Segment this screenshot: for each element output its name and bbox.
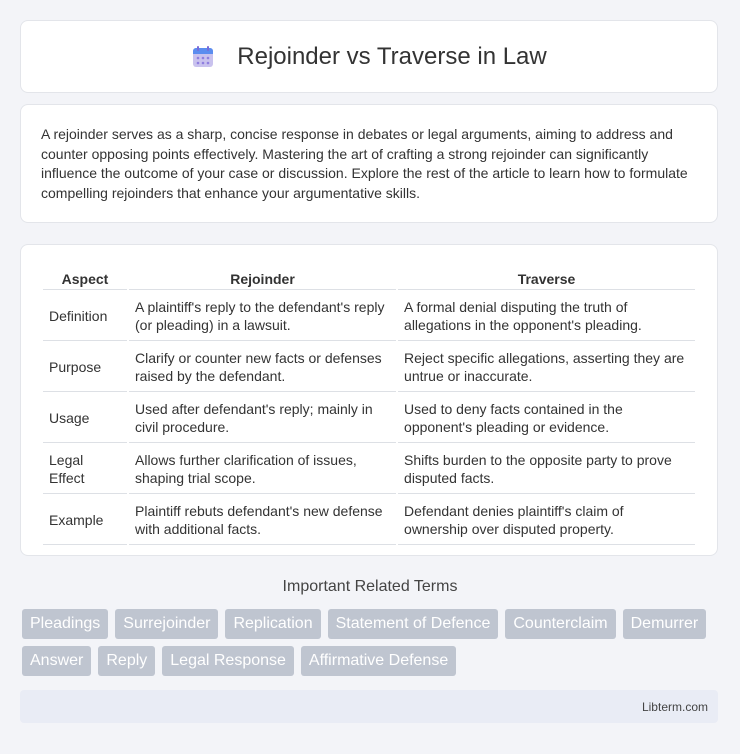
footer-site-link[interactable]: Libterm.com — [641, 699, 708, 714]
aspect-cell: Definition — [43, 292, 127, 341]
traverse-cell: Used to deny facts contained in the opponent's pleading or evidence. — [398, 394, 695, 443]
header-card — [20, 20, 718, 93]
table-row — [43, 394, 695, 443]
traverse-cell: Reject specific allegations, asserting they are untrue or inaccurate. — [398, 343, 695, 392]
table-header-row — [43, 267, 695, 290]
aspect-cell: Usage — [43, 394, 127, 443]
calendar-icon — [191, 45, 215, 69]
page-title: Rejoinder vs Traverse in Law — [237, 42, 547, 70]
related-terms-title: Important Related Terms — [282, 578, 458, 595]
aspect-cell: Example — [43, 496, 127, 545]
rejoinder-cell: Plaintiff rebuts defendant's new defense with additional facts. — [129, 496, 396, 545]
rejoinder-cell: Used after defendant's reply; mainly in civil procedure. — [129, 394, 396, 443]
header-rejoinder: Rejoinder — [129, 267, 396, 290]
term-tag-surrejoinder[interactable]: Surrejoinder — [115, 609, 218, 639]
term-tag-answer[interactable]: Answer — [22, 646, 91, 676]
term-tag-statement-of-defence[interactable]: Statement of Defence — [328, 609, 499, 639]
traverse-cell: Defendant denies plaintiff's claim of ownership over disputed property. — [398, 496, 695, 545]
header-traverse: Traverse — [398, 267, 695, 290]
comparison-table — [41, 265, 697, 547]
rejoinder-cell: Allows further clarification of issues, shaping trial scope. — [129, 445, 396, 494]
intro-card — [20, 104, 718, 223]
rejoinder-cell: Clarify or counter new facts or defenses raised by the defendant. — [129, 343, 396, 392]
term-tag-legal-response[interactable]: Legal Response — [162, 646, 294, 676]
traverse-cell: A formal denial disputing the truth of allegations in the opponent's pleading. — [398, 292, 695, 341]
table-row — [43, 445, 695, 494]
term-tag-counterclaim[interactable]: Counterclaim — [505, 609, 615, 639]
related-terms-list — [22, 609, 722, 676]
aspect-cell: Purpose — [43, 343, 127, 392]
term-tag-replication[interactable]: Replication — [225, 609, 320, 639]
term-tag-pleadings[interactable]: Pleadings — [22, 609, 108, 639]
term-tag-affirmative-defense[interactable]: Affirmative Defense — [301, 646, 456, 676]
table-row — [43, 343, 695, 392]
table-row — [43, 292, 695, 341]
term-tag-demurrer[interactable]: Demurrer — [623, 609, 707, 639]
rejoinder-cell: A plaintiff's reply to the defendant's reply (or pleading) in a lawsuit. — [129, 292, 396, 341]
footer — [20, 690, 718, 723]
comparison-table-card — [20, 244, 718, 556]
table-row — [43, 496, 695, 545]
header-aspect: Aspect — [43, 267, 127, 290]
traverse-cell: Shifts burden to the opposite party to prove disputed facts. — [398, 445, 695, 494]
term-tag-reply[interactable]: Reply — [98, 646, 155, 676]
aspect-cell: Legal Effect — [43, 445, 127, 494]
intro-text: A rejoinder serves as a sharp, concise response in debates or legal arguments, aiming to address and counter opposing points effectively. Mastering the art of crafting a strong rejoinder can significantly influence the outcome of your case or discussion. Explore the rest of the article to learn how to formulate compelling rejoinders that enhance your argumentative skills. — [41, 126, 688, 201]
